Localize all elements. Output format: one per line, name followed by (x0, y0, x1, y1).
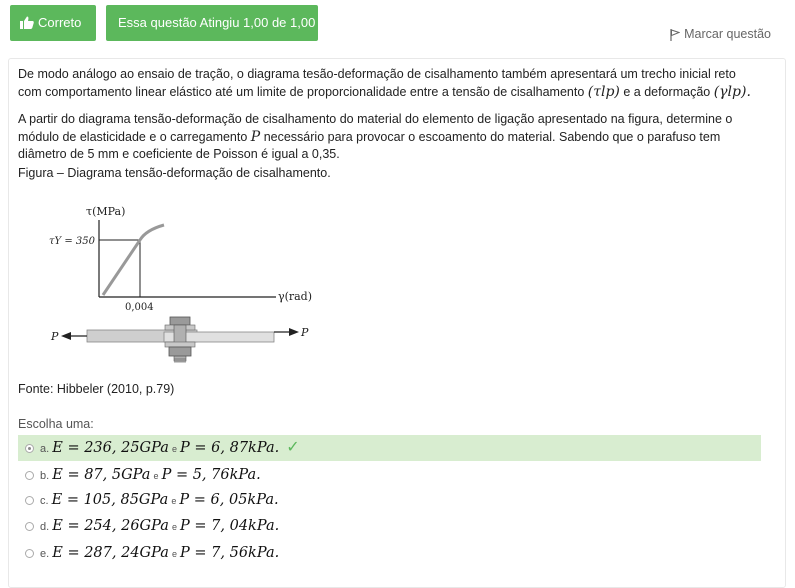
left-force-label: P (51, 330, 59, 343)
nut (169, 347, 191, 356)
figure-caption: Figura – Diagrama tensão-deformação de cisalhamento. (18, 166, 331, 180)
option-d-modulus: E = 254, 26GPa (52, 518, 169, 534)
washer-bottom (165, 342, 195, 347)
option-a-load: P = 6, 87kPa. (180, 440, 280, 456)
answer-option-a[interactable]: a. E = 236, 25GPa e P = 6, 87kPa. ✓ (18, 435, 761, 461)
strain-tick-label: 0,004 (125, 302, 154, 313)
bolt-head (170, 317, 190, 325)
option-c-modulus: E = 105, 85GPa (51, 492, 169, 508)
question-paragraph-2 (18, 111, 758, 164)
radio-d[interactable] (25, 522, 34, 531)
status-badge (10, 5, 96, 41)
p1-mid-text: e a deformação (623, 84, 711, 99)
radio-e[interactable] (25, 549, 34, 558)
figure-source: Fonte: Hibbeler (2010, p.79) (18, 382, 175, 396)
p1-text: De modo análogo ao ensaio de tração, o diagrama tesão-deformação de cisalhamento também apresentará um trecho inicial reto com comportamento linear elástico até um limite de proporcionalidade entre a tensão de cisalhamento (18, 67, 736, 99)
option-e-modulus: E = 287, 24GPa (52, 545, 169, 561)
option-b-load: P = 5, 76kPa. (161, 467, 261, 483)
p2-text-a: A partir do diagrama tensão-deformação de cisalhamento do material do elemento de ligação apresentado na figura, determine o módulo de elasticidade e o carregamento (18, 112, 733, 144)
grade-badge: Essa questão Atingiu 1,00 de 1,00 (106, 5, 318, 41)
x-axis-label: γ(rad) (278, 290, 313, 303)
option-a-modulus: E = 236, 25GPa (52, 440, 169, 456)
right-force-label: P (301, 326, 309, 339)
y-axis-label: τ(MPa) (86, 205, 126, 218)
gamma-lp-math: (γlp). (713, 83, 751, 100)
thumbs-up-icon (20, 16, 34, 29)
option-d-load: P = 7, 04kPa. (180, 518, 280, 534)
answer-option-c[interactable]: c. E = 105, 85GPa e P = 6, 05kPa. (18, 487, 761, 513)
radio-b[interactable] (25, 471, 34, 480)
shear-stress-strain-figure (40, 196, 330, 378)
radio-a[interactable] (25, 444, 34, 453)
question-info-bar (0, 0, 795, 50)
answer-option-e[interactable]: e. E = 287, 24GPa e P = 7, 56kPa. (18, 540, 761, 566)
choose-prompt: Escolha uma: (18, 417, 94, 431)
radio-c[interactable] (25, 496, 34, 505)
status-label: Correto (38, 15, 82, 30)
answer-option-d[interactable]: d. E = 254, 26GPa e P = 7, 04kPa. (18, 513, 761, 539)
yield-stress-label: τY = 350 (49, 236, 95, 247)
linear-elastic-curve (103, 240, 140, 295)
p-load-math: P (250, 128, 261, 145)
option-c-load: P = 6, 05kPa. (179, 492, 279, 508)
option-b-modulus: E = 87, 5GPa (52, 467, 151, 483)
option-e-load: P = 7, 56kPa. (180, 545, 280, 561)
flag-question-link[interactable] (670, 27, 771, 41)
p2-text-b: necessário para provocar o escoamento do material. Sabendo que o parafuso tem diâmetro de 5 mm e coeficiente de Poisson é igual a 0,35. (18, 129, 721, 161)
question-paragraph-1 (18, 66, 758, 101)
flag-icon (670, 29, 680, 41)
plastic-curve (140, 225, 164, 240)
tau-lp-math: (τlp) (587, 83, 620, 100)
flag-label: Marcar questão (684, 27, 771, 41)
answer-option-b[interactable]: b. E = 87, 5GPa e P = 5, 76kPa. (18, 462, 761, 488)
check-icon: ✓ (286, 439, 300, 456)
